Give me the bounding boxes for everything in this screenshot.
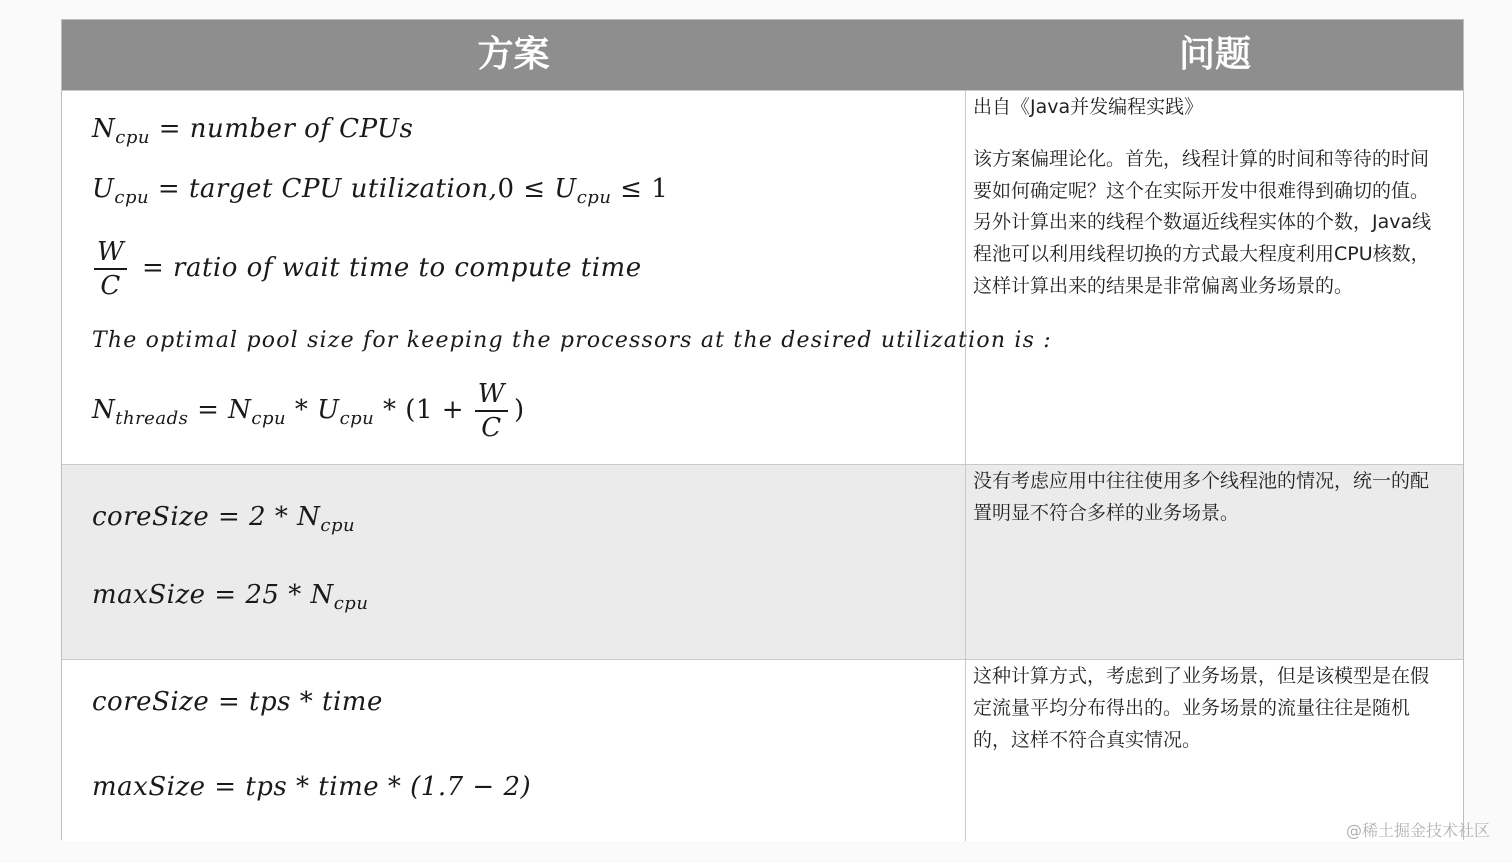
problem-text-2: 没有考虑应用中往往使用多个线程池的情况，统一的配置明显不符合多样的业务场景。 <box>973 470 1430 524</box>
formula-coresize-2ncpu: coreSize = $2 * N_{cpu}$ <box>92 502 356 536</box>
problem-text-1 <box>973 92 1443 303</box>
formula-ucpu: $U_{cpu}$ = target CPU utilization,0 ≤ $U_{cpu} \le 1$ <box>92 174 669 208</box>
formula-coresize-tps: coreSize = tps * time <box>92 687 383 717</box>
problem-source: 出自《Java并发编程实践》 <box>973 96 1204 118</box>
problem-text-3: 这种计算方式，考虑到了业务场景，但是该模型是在假定流量平均分布得出的。业务场景的流量往往是随机的，这样不符合真实情况。 <box>973 665 1430 751</box>
column-divider <box>965 90 966 841</box>
optimal-pool-size-statement: The optimal pool size for keeping the processors at the desired utilization is : <box>92 328 1052 353</box>
formula-wait-compute-ratio: $\frac{W}{C}$ = ratio of wait time to compute time <box>92 236 642 302</box>
watermark: @稀土掘金技术社区 <box>1345 821 1490 840</box>
formula-nthreads: $N_{threads} = N_{cpu} * U_{cpu} * (1$ + $\frac{W}{C}$ ) <box>92 379 525 443</box>
header-problem: 问题 <box>1178 34 1251 75</box>
formula-ncpu: $N_{cpu}$ = number of CPUs <box>92 114 414 148</box>
problem-description: 该方案偏理论化。首先，线程计算的时间和等待的时间要如何确定呢？这个在实际开发中很难得到确切的值。另外计算出来的线程个数逼近线程实体的个数，Java线程池可以利用线程切换的方式最大程度利用CPU核数，这样计算出来的结果是非常偏离业务场景的。 <box>973 147 1432 297</box>
fraction-w-over-c: $\frac{W}{C}$ <box>475 378 508 444</box>
fraction-w-over-c: $\frac{W}{C}$ <box>94 236 127 302</box>
formula-maxsize-25ncpu: maxSize = $25 * N_{cpu}$ <box>92 580 369 614</box>
table-header <box>62 20 1463 90</box>
formula-maxsize-tps: maxSize = tps * time * (1.7 − 2) <box>92 772 532 802</box>
header-solution: 方案 <box>477 34 550 75</box>
